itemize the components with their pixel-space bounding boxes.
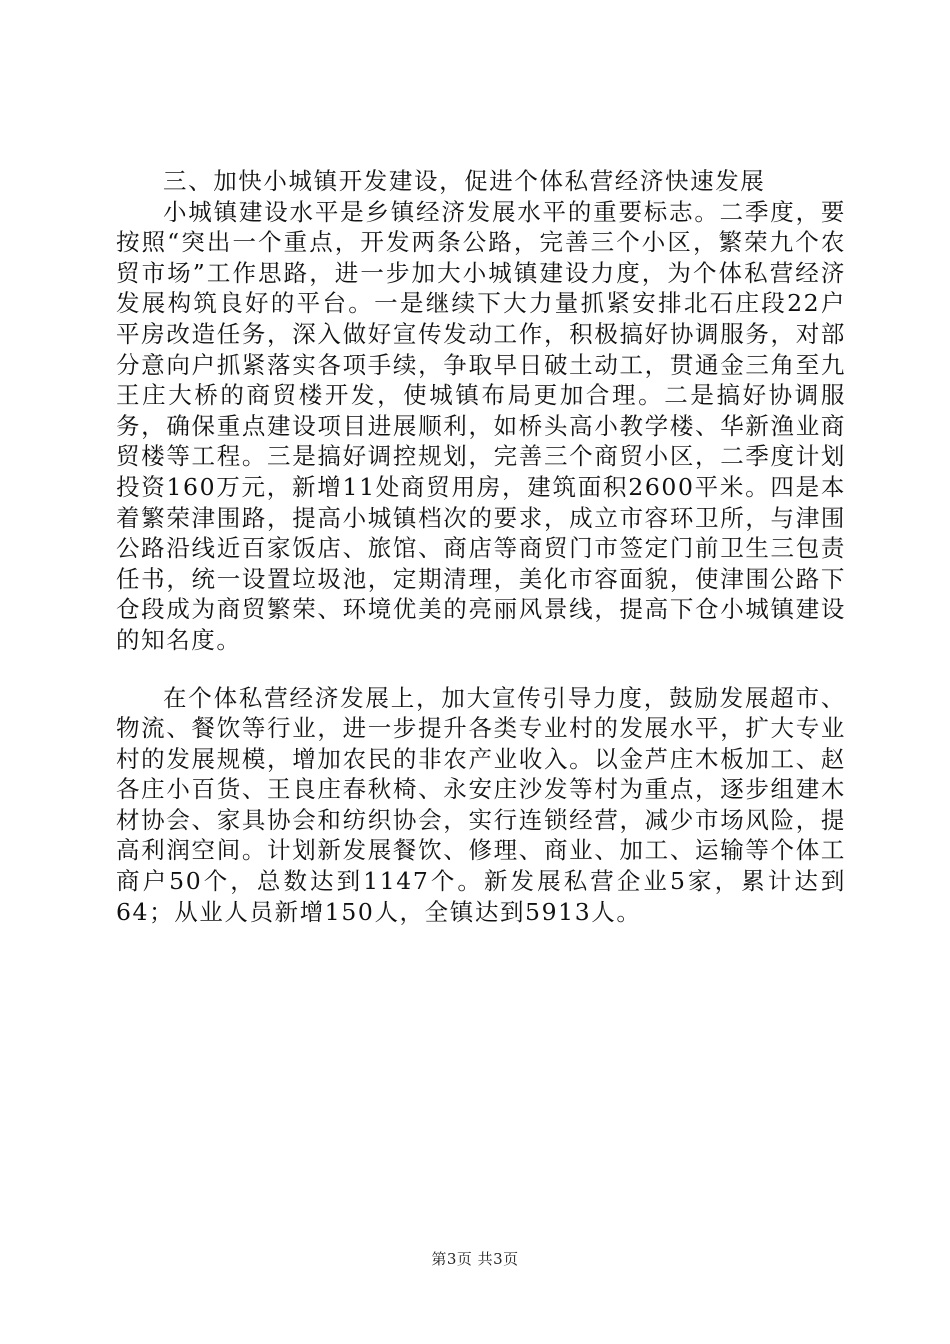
section-heading: 三、加快小城镇开发建设，促进个体私营经济快速发展 [163,167,766,195]
page-number-indicator: 第3页 共3页 [431,1250,519,1268]
paragraph-urban-construction: 小城镇建设水平是乡镇经济发展水平的重要标志。二季度，要按照“突出一个重点，开发两条公路，完善三个小区，繁荣九个农贸市场”工作思路，进一步加大小城镇建设力度，为个体私营经济发展构筑良好的平台。一是继续下大力量抓紧安排北石庄段22户平房改造任务，深入做好宣传发动工作，积极搞好协调服务，对部分意向户抓紧落实各项手续，争取早日破土动工，贯通金三角至九王庄大桥的商贸楼开发，使城镇布局更加合理。二是搞好协调服务，确保重点建设项目进展顺利，如桥头高小教学楼、华新渔业商贸楼等工程。三是搞好调控规划，完善三个商贸小区，二季度计划投资160万元，新增11处商贸用房，建筑面积2600平米。四是本着繁荣津围路，提高小城镇档次的要求，成立市容环卫所，与津围公路沿线近百家饭店、旅馆、商店等商贸门市签定门前卫生三包责任书，统一设置垃圾池，定期清理，美化市容面貌，使津围公路下仓段成为商贸繁荣、环境优美的亮丽风景线，提高下仓小城镇建设的知名度。 [116,197,846,654]
document-body [116,166,846,927]
page-footer [0,1248,950,1269]
paragraph-private-economy: 在个体私营经济发展上，加大宣传引导力度，鼓励发展超市、物流、餐饮等行业，进一步提升各类专业村的发展水平，扩大专业村的发展规模，增加农民的非农产业收入。以金芦庄木板加工、赵各庄小百货、王良庄春秋椅、永安庄沙发等村为重点，逐步组建木材协会、家具协会和纺织协会，实行连锁经营，减少市场风险，提高利润空间。计划新发展餐饮、修理、商业、加工、运输等个体工商户50个，总数达到1147个。新发展私营企业5家，累计达到64；从业人员新增150人，全镇达到5913人。 [116,683,846,926]
